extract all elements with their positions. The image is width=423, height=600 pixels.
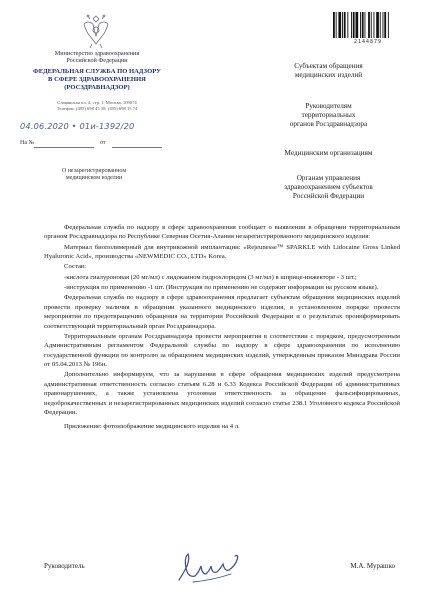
body-paragraph: Материал биополимерный для внутрикожной имплантации: «Rejeunesse™ SPARKLE with Lidocaine Gross Linked Hyaluronic Acid», производства «NEWMEDIC CO., LTD» Korea.	[44, 243, 400, 261]
agency-address	[22, 100, 172, 112]
recipient-line: Органам управления	[296, 174, 361, 182]
agency-line: (РОСЗДРАВНАДЗОР)	[64, 83, 130, 91]
recipient-health-authorities	[256, 174, 401, 201]
barcode	[333, 12, 403, 38]
handwritten-signature	[173, 544, 255, 588]
ministry-name	[22, 50, 172, 65]
barcode-bar	[374, 12, 375, 38]
barcode-bar	[365, 12, 366, 38]
date-blank	[112, 147, 162, 148]
barcode-bar	[376, 12, 379, 38]
subject-line: О незарегистрированном	[61, 168, 127, 174]
barcode-bar	[383, 12, 384, 38]
recipient-line: территориальных	[301, 111, 356, 119]
barcode-bar	[362, 12, 364, 38]
subject-note	[34, 168, 154, 182]
attachment-note: Приложение: фотоизображение медицинского изделия на 4 л.	[64, 423, 240, 431]
recipient-medical-organizations	[256, 149, 401, 158]
body-paragraph: Дополнительно информируем, что за нарушения в сфере обращения медицинских изделий предусмотрена административная ответственность согласно статьям 6.28 и 6.33 Кодекса Российской Федерации об административных правонарушениях, а также установлена уголовная ответственность за обращение фальсифицированных, недоброкачественных и незарегистрированных медицинских изделий согласно статье 238.1 Уголовного кодекса Российской Федерации.	[44, 371, 400, 416]
barcode-bar	[356, 12, 359, 38]
subject-line: медицинском изделии	[65, 175, 123, 182]
address-line: Славянская пл. 4, стр. 1, Москва, 109074	[57, 100, 137, 105]
barcode-bar	[384, 12, 386, 38]
ministry-line: Министерство здравоохранения	[54, 50, 140, 57]
agency-line: В СФЕРЕ ЗДРАВООХРАНЕНИЯ	[48, 75, 146, 83]
recipient-circulation-subjects	[256, 62, 401, 80]
barcode-bar	[360, 12, 361, 38]
barcode-bar	[351, 12, 352, 38]
recipient-line: органов Росздравнадзора	[289, 120, 368, 128]
agency-line: ФЕДЕРАЛЬНАЯ СЛУЖБА ПО НАДЗОРУ	[33, 68, 161, 75]
from-label: от	[100, 140, 106, 146]
coat-of-arms-icon	[76, 10, 116, 50]
barcode-bar	[368, 12, 370, 38]
barcode-bar	[353, 12, 355, 38]
body-paragraph: Федеральная служба по надзору в сфере здравоохранения сообщает о выявлении в обращении территориальным органом Росздравнадзора по Республике Северная Осетия-Алания незарегистрированного медицинского изделия:	[44, 224, 400, 241]
agency-name	[22, 68, 172, 91]
barcode-bar	[333, 12, 335, 38]
ministry-line: Российской Федерации	[66, 57, 128, 65]
barcode-number: 2144879	[353, 39, 383, 45]
recipient-territorial-heads	[256, 102, 401, 129]
recipient-line: медицинских изделий	[294, 71, 363, 79]
reference-number-line	[20, 140, 170, 150]
body-paragraph: Федеральная служба по надзору в сфере здравоохранения предлагает субъектам обращения медицинских изделий провести проверку наличия в обращении указанного медицинского изделия, в установленном порядке провести мероприятия по предотвращению обращения на территории Российской Федерации и о результатах проинформировать соответствующий территориальный орган Росздравнадзора.	[44, 294, 400, 330]
recipient-line: Руководителям	[305, 102, 352, 110]
barcode-bar	[342, 12, 343, 38]
barcode-bar	[338, 12, 341, 38]
barcode-bar	[347, 12, 348, 38]
body-paragraph: -инструкция по применению -1 шт. (Инструкция по применению не содержит информации на русском языке).	[64, 284, 379, 291]
handwritten-date-number: 04.06.2020 • 01и-1392/20	[20, 121, 135, 131]
barcode-bar	[336, 12, 337, 38]
barcode-bar	[380, 12, 381, 38]
body-paragraph: -кислота гиалуроновая (20 мг/мл) с лидокаином гидрохлоридом (3 мг/мл) в шприце-инжекторе - 3 шт.;	[64, 273, 357, 281]
signatory-role: Руководитель	[44, 562, 85, 570]
body-paragraph: Состав:	[64, 263, 86, 271]
signatory-name: М.А. Мурашко	[350, 562, 395, 570]
recipient-line: Российской Федерации	[292, 192, 365, 200]
phone-line: Телефон: (495) 698 45 38; (495) 698 15 74	[56, 106, 138, 111]
barcode-bar	[388, 12, 389, 38]
number-label: На №	[20, 140, 35, 146]
recipient-line: здравоохранением субъектов	[284, 183, 373, 191]
body-paragraph: Территориальным органам Росздравнадзора провести мероприятия в соответствии с порядком, предусмотренным Административным регламентом Федеральной службы по надзору в сфере здравоохранения по исполнению государственной функции по контролю за обращением медицинских изделий, утвержденным приказом Минздрава России от 05.04.2013 № 196н.	[44, 332, 400, 369]
letter-body	[44, 223, 400, 433]
barcode-bar	[344, 12, 346, 38]
barcode-bar	[371, 12, 372, 38]
number-blank	[34, 147, 94, 148]
recipient-line: Субъектам обращения	[294, 62, 363, 70]
recipient-line: Медицинским организациям	[284, 149, 373, 157]
